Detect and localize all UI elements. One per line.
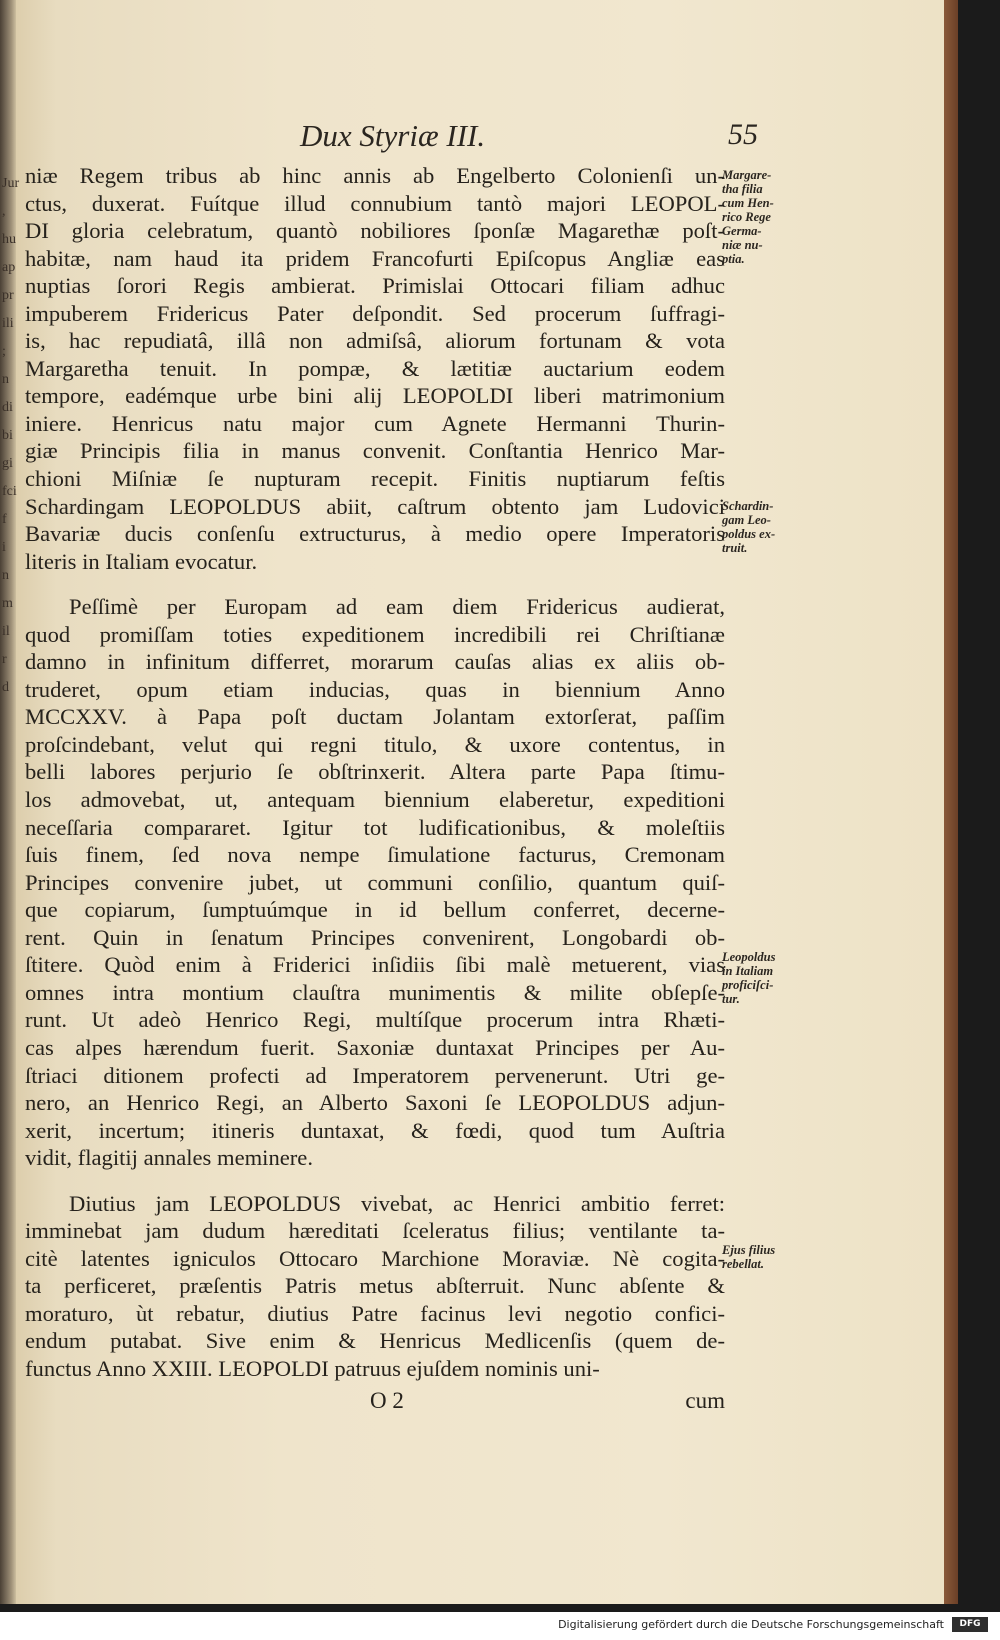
margin-note-filius-rebellat: Ejus filius rebellat.	[722, 1243, 776, 1271]
footer-credit: Digitalisierung gefördert durch die Deutsche Forschungsgemeinschaft	[558, 1618, 944, 1631]
text-line: ſtitere. Quòd enim à Friderici inſidiis ſibi malè metuerent, vias	[25, 952, 725, 978]
paragraph	[25, 162, 725, 575]
text-line: functus Anno XXIII. LEOPOLDI patruus ejuſdem nominis uni-	[25, 1355, 600, 1381]
text-line: damno in infinitum differret, morarum cauſas alias ex aliis ob-	[25, 649, 725, 675]
text-line: niæ Regem tribus ab hinc annis ab Engelberto Colonienſi un-	[25, 163, 725, 188]
text-line: DI gloria celebratum, quantò nobiliores ſponſæ Magarethæ poſt-	[25, 218, 725, 244]
text-line: Bavariæ ducis conſenſu extructurus, à medio opere Imperatoris	[25, 521, 725, 547]
text-line: runt. Ut adeò Henrico Regi, multíſque procerum intra Rhæti-	[25, 1007, 725, 1033]
text-line: tempore, eadémque urbe bini alij LEOPOLDI liberi matrimonium	[25, 383, 725, 409]
text-line: MCCXXV. à Papa poſt ductam Jolantam extorſerat, paſſim	[25, 704, 725, 730]
text-line: Peſſimè per Europam ad eam diem Fridericus audierat,	[69, 594, 725, 620]
text-line: chioni Miſniæ ſe nupturam recepit. Finitis nuptiarum feſtis	[25, 466, 725, 492]
paragraph	[25, 593, 725, 1171]
page-number: 55	[728, 118, 758, 151]
text-line: truderet, opum etiam inducias, quas in biennium Anno	[25, 676, 725, 702]
running-title: Dux Styriæ III.	[300, 118, 486, 153]
running-head	[60, 118, 760, 158]
dfg-logo-icon: DFG	[952, 1617, 988, 1632]
text-line: los admovebat, ut, antequam biennium elaberetur, expeditioni	[25, 787, 725, 813]
text-line: proſcindebant, velut qui regni titulo, & uxore contentus, in	[25, 731, 725, 757]
footer-bar	[0, 1612, 1000, 1640]
text-line: Principes convenire jubet, ut communi conſilio, quantum quiſ-	[25, 869, 725, 895]
binding-gutter	[0, 0, 20, 1604]
text-line: endum putabat. Sive enim & Henricus Medlicenſis (quem de-	[25, 1328, 725, 1354]
text-line: habitæ, nam haud ita pridem Francofurti Epiſcopus Angliæ eas	[25, 245, 725, 271]
book-board-edge	[944, 0, 958, 1604]
signature-mark: O 2	[370, 1388, 404, 1413]
text-line: Diutius jam LEOPOLDUS vivebat, ac Henrici ambitio ferret:	[69, 1190, 725, 1216]
text-line: imminebat jam dudum hæreditati ſceleratus filius; ventilante ta-	[25, 1218, 725, 1244]
catchword: cum	[685, 1388, 725, 1413]
text-line: ſtriaci ditionem profecti ad Imperatorem pervenerunt. Utri ge-	[25, 1062, 725, 1088]
text-line: vidit, flagitij annales meminere.	[25, 1145, 313, 1171]
text-line: ta perficeret, præſentis Patris metus abſterruit. Nunc abſente &	[25, 1273, 725, 1299]
paragraph-gap	[25, 1172, 725, 1190]
text-line: Margaretha tenuit. In pompæ, & lætitiæ auctarium eodem	[25, 355, 725, 381]
text-line: Schardingam LEOPOLDUS abiit, caſtrum obtento jam Ludovici	[25, 493, 725, 519]
margin-note-schardingam: Schardin- gam Leo- poldus ex- truit.	[722, 499, 776, 555]
text-line: ctus, duxerat. Fuítque illud connubium tantò majori LEOPOL-	[25, 190, 725, 216]
binding-text-fragments: Jur , hu ap pr ili ; n di bi gi fci f i n m il r d	[2, 176, 20, 695]
text-line: is, hac repudiatâ, illâ non admiſsâ, aliorum fortunam & vota	[25, 328, 725, 354]
margin-note-leopoldus-italiam: Leopoldus in Italiam proficiſci- tur.	[722, 950, 776, 1006]
text-line: xerit, incertum; itineris duntaxat, & fœdi, quod tum Auſtria	[25, 1117, 725, 1143]
text-line: moraturo, ùt rebatur, diutius Patre facinus levi negotio confici-	[25, 1300, 725, 1326]
page-foot	[25, 1388, 725, 1418]
text-line: belli labores perjurio ſe obſtrinxerit. Altera parte Papa ſtimu-	[25, 759, 725, 785]
text-line: citè latentes igniculos Ottocaro Marchione Moraviæ. Nè cogita-	[25, 1245, 725, 1271]
text-line: cas alpes hærendum fuerit. Saxoniæ duntaxat Principes per Au-	[25, 1034, 725, 1060]
body-text	[25, 162, 725, 1383]
text-line: rent. Quin in ſenatum Principes convenirent, Longobardi ob-	[25, 924, 725, 950]
text-line: giæ Principis filia in manus convenit. Conſtantia Henrico Mar-	[25, 438, 725, 464]
text-line: neceſſaria compararet. Igitur tot ludificationibus, & moleſtiis	[25, 814, 725, 840]
text-line: ſuis finem, ſed nova nempe ſimulatione facturus, Cremonam	[25, 842, 725, 868]
text-line: impuberem Fridericus Pater deſpondit. Sed procerum ſuffragi-	[25, 300, 725, 326]
text-line: nero, an Henrico Regi, an Alberto Saxoni ſe LEOPOLDUS adjun-	[25, 1090, 725, 1116]
text-line: omnes intra montium clauſtra munimentis & milite obſepſe-	[25, 979, 725, 1005]
margin-note-margaretha: Margare- tha filia cum Hen- rico Rege Germa- niæ nu- ptia.	[722, 168, 774, 266]
paragraph-gap	[25, 575, 725, 593]
paragraph	[25, 1190, 725, 1383]
text-line: literis in Italiam evocatur.	[25, 548, 258, 574]
text-line: quod promiſſam toties expeditionem incredibili rei Chriſtianæ	[25, 621, 725, 647]
text-line: iniere. Henricus natu major cum Agnete Hermanni Thurin-	[25, 410, 725, 436]
text-line: nuptias ſorori Regis ambierat. Primislai Ottocari filiam adhuc	[25, 273, 725, 299]
text-line: que copiarum, ſumptuúmque in id bellum conferret, decerne-	[25, 897, 725, 923]
